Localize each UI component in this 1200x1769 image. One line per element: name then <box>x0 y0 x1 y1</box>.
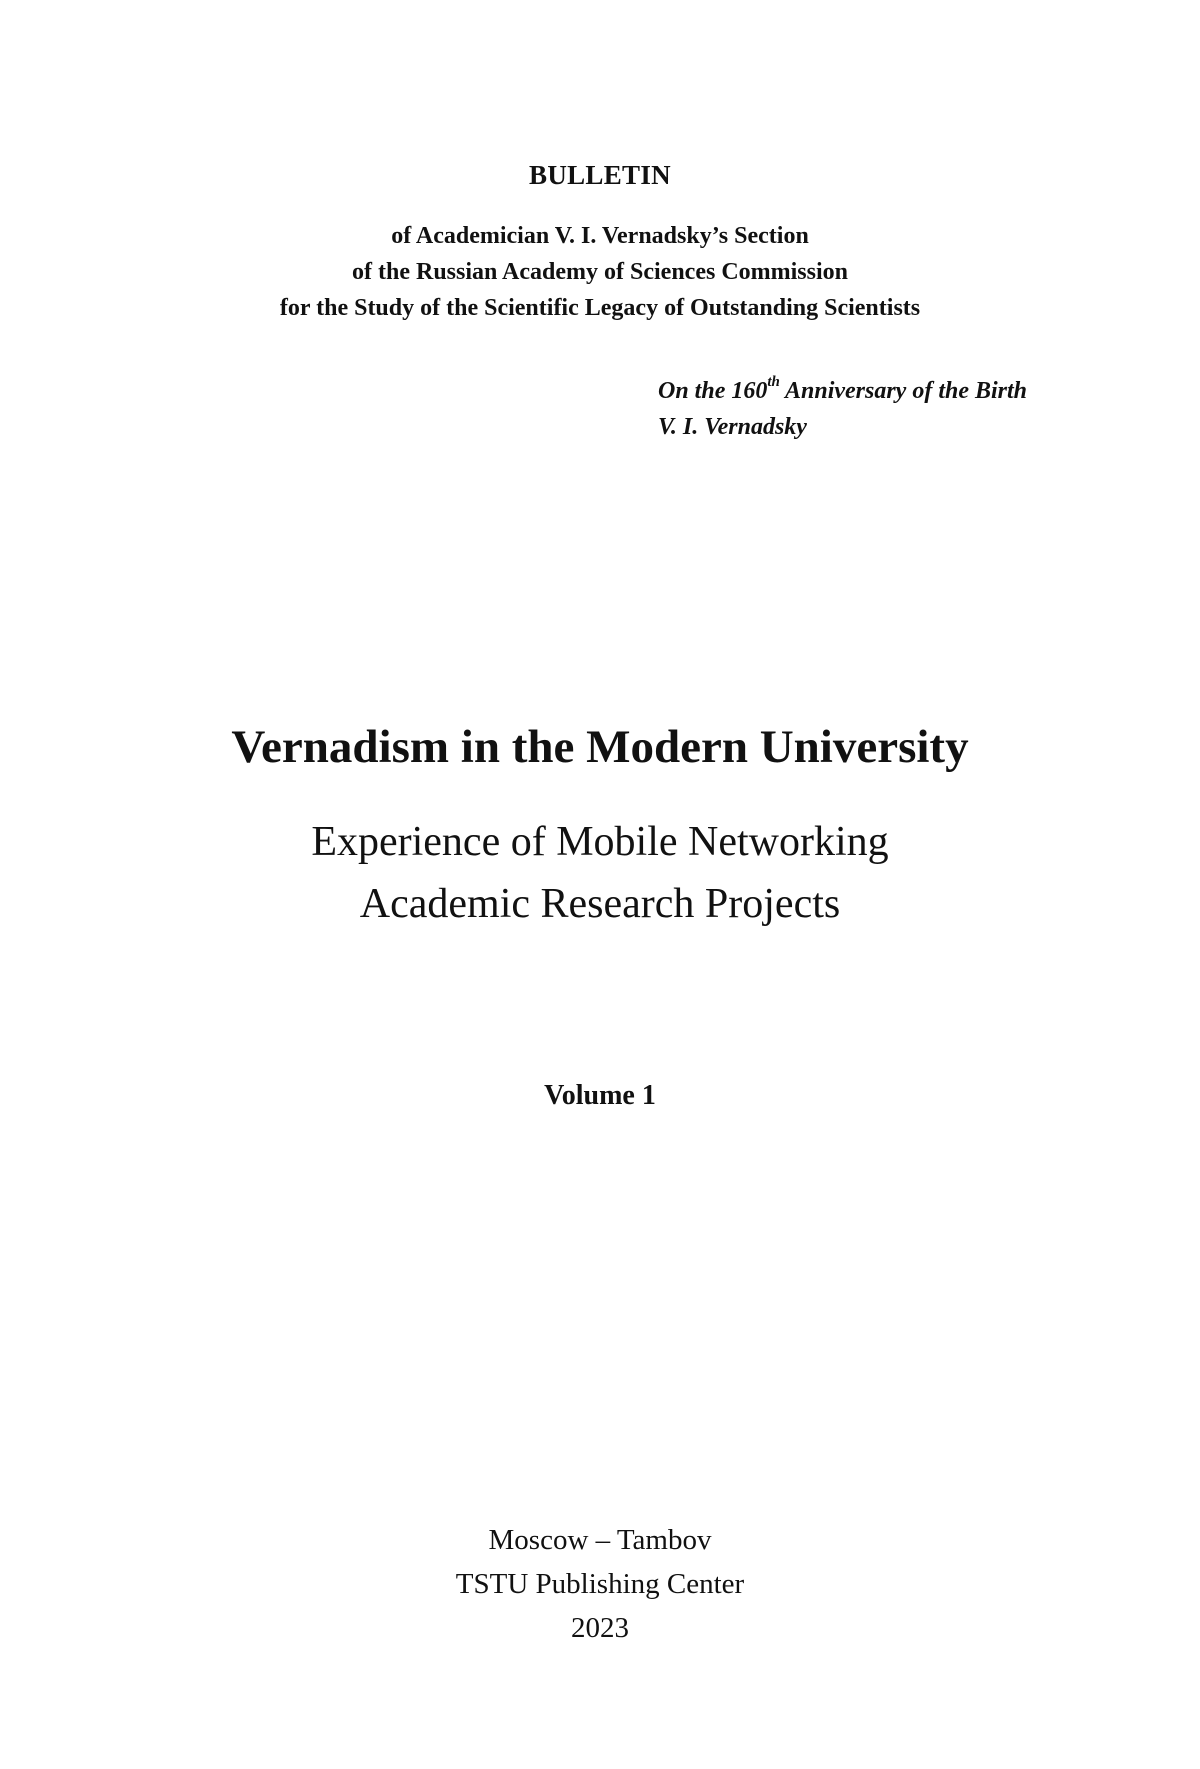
dedication-suffix: Anniversary of the Birth <box>779 378 1028 404</box>
dedication-name: V. I. Vernadsky <box>658 414 807 440</box>
imprint-publisher: TSTU Publishing Center <box>455 1568 745 1600</box>
subtitle-line-1: Experience of Mobile Networking <box>311 819 889 865</box>
bulletin-heading: BULLETIN <box>529 160 671 190</box>
volume-label: Volume 1 <box>544 1080 656 1111</box>
dedication-superscript: th <box>767 374 780 390</box>
section-line-2: of the Russian Academy of Sciences Commission <box>352 259 848 285</box>
imprint-place: Moscow – Tambov <box>488 1524 712 1556</box>
dedication-line <box>658 374 1028 405</box>
imprint-year: 2023 <box>571 1612 629 1644</box>
section-line-3: for the Study of the Scientific Legacy of Outstanding Scientists <box>279 295 921 321</box>
section-line-1: of Academician V. I. Vernadsky’s Section <box>391 223 809 249</box>
dedication-prefix: On the 160 <box>658 378 768 404</box>
book-title: Vernadism in the Modern University <box>231 721 969 773</box>
subtitle-line-2: Academic Research Projects <box>359 881 841 927</box>
